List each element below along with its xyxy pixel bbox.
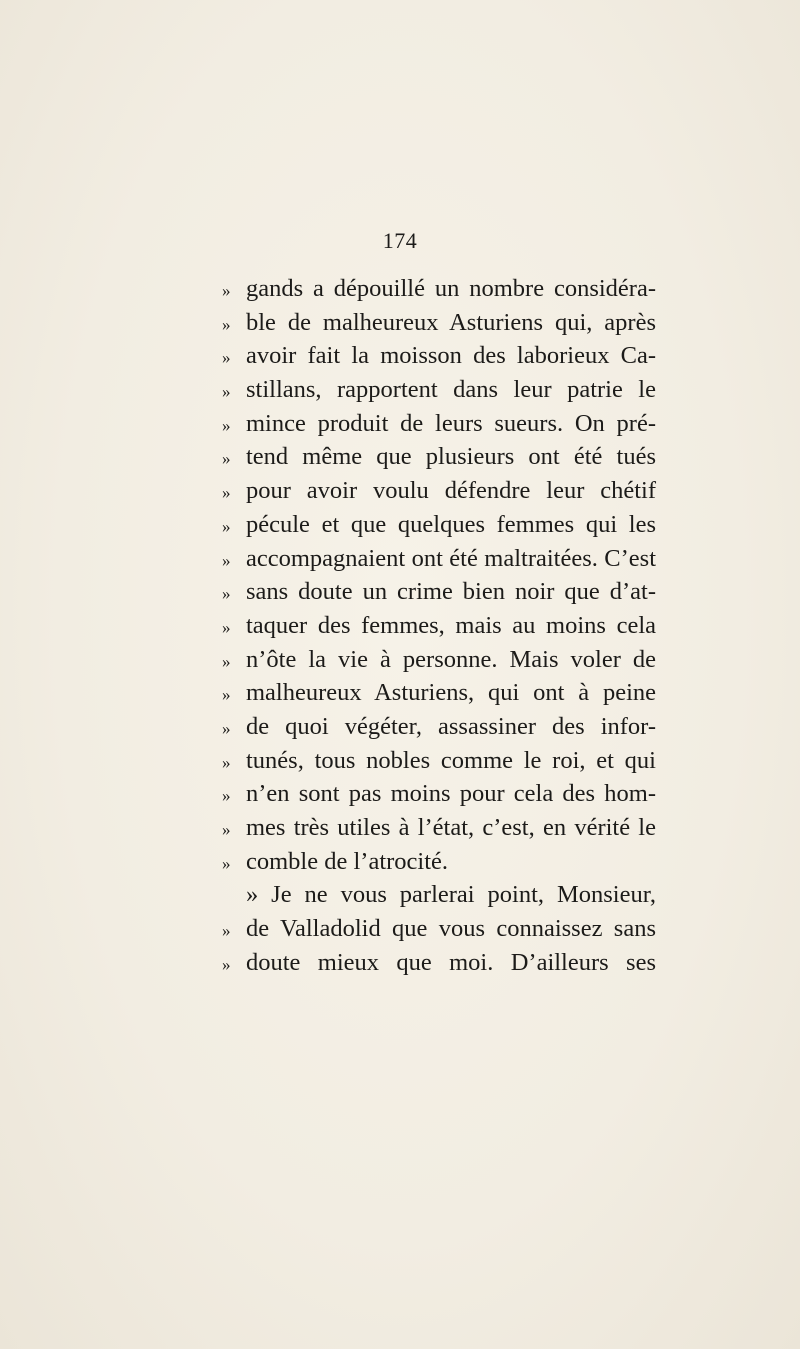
text-line [222,676,656,710]
quote-mark: » [222,921,231,941]
quote-mark: » [222,954,231,974]
text-line [222,845,656,879]
text-line [222,777,656,811]
text-line [222,373,656,407]
line-text: mes très utiles à l’état, c’est, en vérité le [246,814,656,841]
quote-mark: » [222,415,231,435]
line-text: » Je ne vous parlerai point, Monsieur, [246,881,656,909]
line-text: pour avoir voulu défendre leur chétif [246,477,656,505]
line-text: malheureux Asturiens, qui ont à peine [246,679,656,707]
quote-mark: » [222,786,231,806]
line-text: mince produit de leurs sueurs. On pré- [246,409,656,437]
quote-mark: » [222,617,231,637]
line-text: stillans, rapportent dans leur patrie le [246,376,656,404]
quote-mark: » [222,348,231,368]
quote-mark: » [222,516,231,536]
page-number: 174 [382,228,418,253]
line-text: accompagnaient ont été maltraitées. C’est [246,544,656,572]
text-line [222,474,656,508]
line-text: tend même que plusieurs ont été tués [246,443,656,471]
quote-mark: » [222,752,231,772]
line-text: taquer des femmes, mais au moins cela [246,611,656,639]
text-line [222,946,656,980]
quote-mark: » [222,382,231,402]
quote-mark: » [222,685,231,705]
line-text: de Valladolid que vous connaissez sans [246,915,656,943]
line-text: de quoi végéter, assassiner des infor- [246,712,656,740]
line-text: pécule et que quelques femmes qui les [246,510,656,538]
body-text [222,272,656,979]
text-line [222,339,656,373]
line-text: ble de malheureux Asturiens qui, après [246,308,656,336]
text-line [222,710,656,744]
text-line [222,306,656,340]
text-line [222,508,656,542]
text-line [222,609,656,643]
quote-mark: » [222,449,231,469]
line-text: n’en sont pas moins pour cela des hom- [246,780,656,808]
line-text: comble de l’atrocité. [246,847,449,875]
quote-mark: » [222,718,231,738]
text-line [222,912,656,946]
text-line [222,575,656,609]
text-line [222,542,656,576]
line-text: tunés, tous nobles comme le roi, et qui [246,746,656,774]
quote-mark: » [222,584,231,604]
line-text: n’ôte la vie à personne. Mais voler de [246,645,656,673]
line-text: sans doute un crime bien noir que d’at- [246,578,656,606]
text-line [222,878,656,912]
quote-mark: » [222,281,231,300]
text-line [222,407,656,441]
quote-mark: » [222,314,231,334]
quote-mark: » [222,550,231,570]
text-line [222,272,656,306]
quote-mark: » [222,651,231,671]
quote-mark: » [222,820,231,839]
text-line [222,440,656,474]
text-line [222,643,656,677]
line-text: gands a dépouillé un nombre considéra- [246,275,656,302]
text-line [222,811,656,845]
line-text: avoir fait la moisson des laborieux Ca- [246,342,656,370]
quote-mark: » [222,853,231,873]
quote-mark: » [222,483,231,503]
text-line [222,744,656,778]
line-text: doute mieux que moi. D’ailleurs ses [246,948,656,976]
